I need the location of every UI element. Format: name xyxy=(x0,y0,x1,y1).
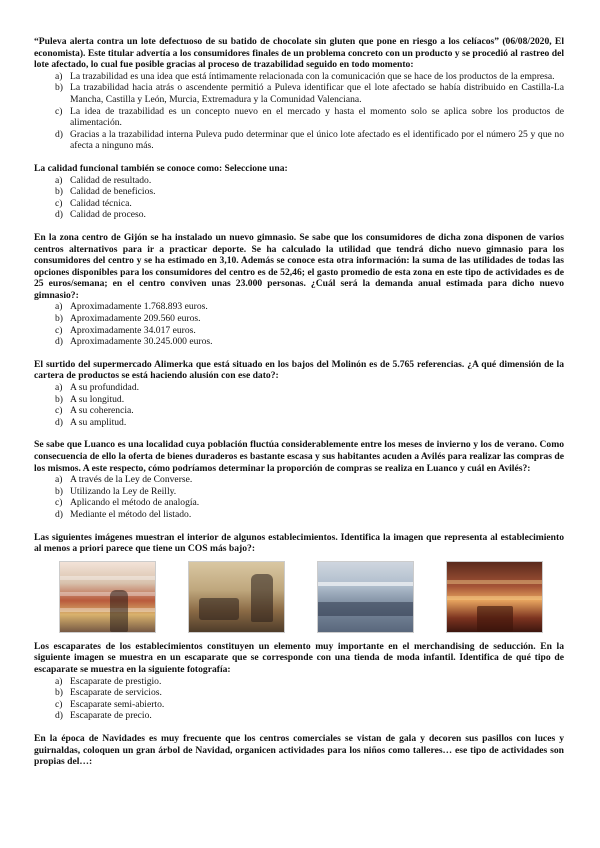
options-list xyxy=(34,175,564,221)
question-stem: “Puleva alerta contra un lote defectuoso de su batido de chocolate sin gluten que pone en riesgo a los celíacos” (06/08/2020, El economista). Este titular advertía a los consumidores finales de un problema concreto con un producto y se procedió al rastreo del lote afectado, lo cual fue posible gracias al proceso de trazabilidad seguido en todo momento: xyxy=(34,36,564,71)
options-list xyxy=(34,301,564,347)
option-a[interactable]: a) Aproximadamente 1.768.893 euros. xyxy=(55,301,208,313)
option-text: A su longitud. xyxy=(70,393,125,405)
options-list xyxy=(34,676,564,722)
antique-shop-photo[interactable] xyxy=(188,561,285,633)
option-text: Mediante el método del listado. xyxy=(70,508,192,520)
options-list xyxy=(34,71,564,152)
option-text: Escaparate de precio. xyxy=(70,710,152,722)
option-b[interactable]: b) Calidad de beneficios. xyxy=(55,186,156,198)
option-c[interactable]: c) Aproximadamente 34.017 euros. xyxy=(55,324,196,336)
question-4 xyxy=(34,359,564,429)
option-d[interactable]: d) Aproximadamente 30.245.000 euros. xyxy=(55,336,213,348)
option-text: Escaparate semi-abierto. xyxy=(70,698,165,710)
option-b[interactable]: b) La trazabilidad hacia atrás o ascendente permitió a Puleva identificar que el lote afectado se había distribuido en Castilla-La Mancha, Castilla y León, Murcia, Extremadura y la Comunidad Valenciana. xyxy=(55,82,564,105)
question-stem: Se sabe que Luanco es una localidad cuya población fluctúa considerablemente entre los meses de invierno y los de verano. Como consecuencia de ello la oferta de bienes duraderos es bastante escasa y sus habitantes acuden a Avilés para realizar las compras de los mismos. A este respecto, cómo podríamos determinar la proporción de compras se realiza en Luanco y cuál en Avilés?: xyxy=(34,439,564,474)
question-3 xyxy=(34,232,564,348)
option-b[interactable]: b) Aproximadamente 209.560 euros. xyxy=(55,313,201,325)
option-a[interactable]: a) A través de la Ley de Converse. xyxy=(55,474,193,486)
option-text: Calidad técnica. xyxy=(70,197,132,209)
question-stem: El surtido del supermercado Alimerka que está situado en los bajos del Molinón es de 5.765 referencias. ¿A qué dimensión de la cartera de productos se está haciendo alusión con ese dato?: xyxy=(34,358,564,382)
option-c[interactable]: c) Calidad técnica. xyxy=(55,197,132,209)
option-text: Aproximadamente 209.560 euros. xyxy=(70,313,201,325)
option-c[interactable]: c) Aplicando el método de analogía. xyxy=(55,497,200,509)
option-a[interactable]: a) A su profundidad. xyxy=(55,382,140,394)
question-stem: Las siguientes imágenes muestran el interior de algunos establecimientos. Identifica la imagen que representa al establecimiento al menos a priori parece que tiene un COS más bajo?: xyxy=(34,531,564,555)
question-1 xyxy=(34,36,564,152)
store-images-row xyxy=(34,561,564,633)
option-a[interactable]: a) Calidad de resultado. xyxy=(55,174,152,186)
supermarket-aisle-photo[interactable] xyxy=(59,561,156,633)
gift-shop-photo[interactable] xyxy=(446,561,543,633)
option-c[interactable]: c) La idea de trazabilidad es un concepto nuevo en el mercado y hasta el momento solo se aplica sobre los productos de alimentación. xyxy=(55,105,564,129)
question-stem: Los escaparates de los establecimientos constituyen un elemento muy importante en el merchandising de seducción. En la siguiente imagen se muestra en un escaparate que se corresponde con una tienda de moda infantil. Identifica de qué tipo de escaparate se muestra en la siguiente fotografía: xyxy=(34,640,564,675)
options-list xyxy=(34,382,564,428)
option-d[interactable]: d) Calidad de proceso. xyxy=(55,209,146,221)
option-b[interactable]: b) A su longitud. xyxy=(55,393,125,405)
question-2 xyxy=(34,163,564,221)
option-text: Escaparate de prestigio. xyxy=(70,675,162,687)
question-stem: La calidad funcional también se conoce como: Seleccione una: xyxy=(34,162,288,174)
option-d[interactable]: d) A su amplitud. xyxy=(55,416,127,428)
question-5 xyxy=(34,439,564,520)
option-text: Calidad de resultado. xyxy=(70,174,152,186)
exam-page xyxy=(34,36,564,768)
option-text: Aproximadamente 34.017 euros. xyxy=(70,324,196,336)
option-text: Gracias a la trazabilidad interna Puleva pudo determinar que el único lote afectado es el identificado por el número 25 y que no afecta a ninguno más. xyxy=(70,128,564,152)
question-6 xyxy=(34,532,564,633)
option-text: A su profundidad. xyxy=(70,382,140,394)
option-text: La idea de trazabilidad es un concepto nuevo en el mercado y hasta el momento solo se aplica sobre los productos de alimentación. xyxy=(70,105,564,129)
option-text: A su amplitud. xyxy=(70,416,127,428)
option-d[interactable]: d) Gracias a la trazabilidad interna Puleva pudo determinar que el único lote afectado es el identificado por el número 25 y que no afecta a ninguno más. xyxy=(55,128,564,152)
option-text: Aproximadamente 30.245.000 euros. xyxy=(70,336,213,348)
option-a[interactable]: a) La trazabilidad es una idea que está íntimamente relacionada con la comunicación que se hace de los productos de la empresa. xyxy=(55,70,555,82)
question-stem: En la zona centro de Gijón se ha instalado un nuevo gimnasio. Se sabe que los consumidores de dicha zona disponen de varios centros alternativos para ir a practicar deporte. Se ha calculado la utilidad que tendrá dicho nuevo gimnasio para los consumidores del centro y se ha estimado en 3,10. Además se conoce esta otra información: la suma de las utilidades de todas las opciones disponibles para los consumidores del centro es de 52,46; el gasto promedio de esta zona en este tipo de actividades es de 25 euros/semana; en el centro conviven unas 23.000 personas. ¿Cuál será la demanda anual estimada para dicho nuevo gimnasio?: xyxy=(34,231,564,301)
option-b[interactable]: b) Utilizando la Ley de Reilly. xyxy=(55,485,177,497)
option-c[interactable]: c) A su coherencia. xyxy=(55,405,134,417)
option-d[interactable]: d) Mediante el método del listado. xyxy=(55,508,192,520)
option-c[interactable]: c) Escaparate semi-abierto. xyxy=(55,698,165,710)
question-stem: En la época de Navidades es muy frecuente que los centros comerciales se vistan de gala y decoren sus pasillos con luces y guirnaldas, coloquen un gran árbol de Navidad, organicen actividades para los niños como talleres… ese tipo de actividades son propias del…: xyxy=(34,732,564,768)
option-text: Utilizando la Ley de Reilly. xyxy=(70,485,177,497)
option-text: A través de la Ley de Converse. xyxy=(70,474,193,486)
option-a[interactable]: a) Escaparate de prestigio. xyxy=(55,675,162,687)
option-d[interactable]: d) Escaparate de precio. xyxy=(55,710,152,722)
option-text: Calidad de beneficios. xyxy=(70,186,156,198)
question-8 xyxy=(34,733,564,768)
options-list xyxy=(34,474,564,520)
question-7 xyxy=(34,641,564,722)
option-text: Calidad de proceso. xyxy=(70,209,146,221)
option-text: Aplicando el método de analogía. xyxy=(70,497,200,509)
option-text: La trazabilidad hacia atrás o ascendente permitió a Puleva identificar que el lote afectado se había distribuido en Castilla-La Mancha, Castilla y León, Murcia, Extremadura y la Comunidad Valenciana. xyxy=(70,82,564,105)
option-text: Aproximadamente 1.768.893 euros. xyxy=(70,301,208,313)
option-b[interactable]: b) Escaparate de servicios. xyxy=(55,687,162,699)
hypermarket-photo[interactable] xyxy=(317,561,414,633)
option-text: A su coherencia. xyxy=(70,405,134,417)
option-text: Escaparate de servicios. xyxy=(70,687,162,699)
option-text: La trazabilidad es una idea que está íntimamente relacionada con la comunicación que se hace de los productos de la empresa. xyxy=(70,70,555,82)
